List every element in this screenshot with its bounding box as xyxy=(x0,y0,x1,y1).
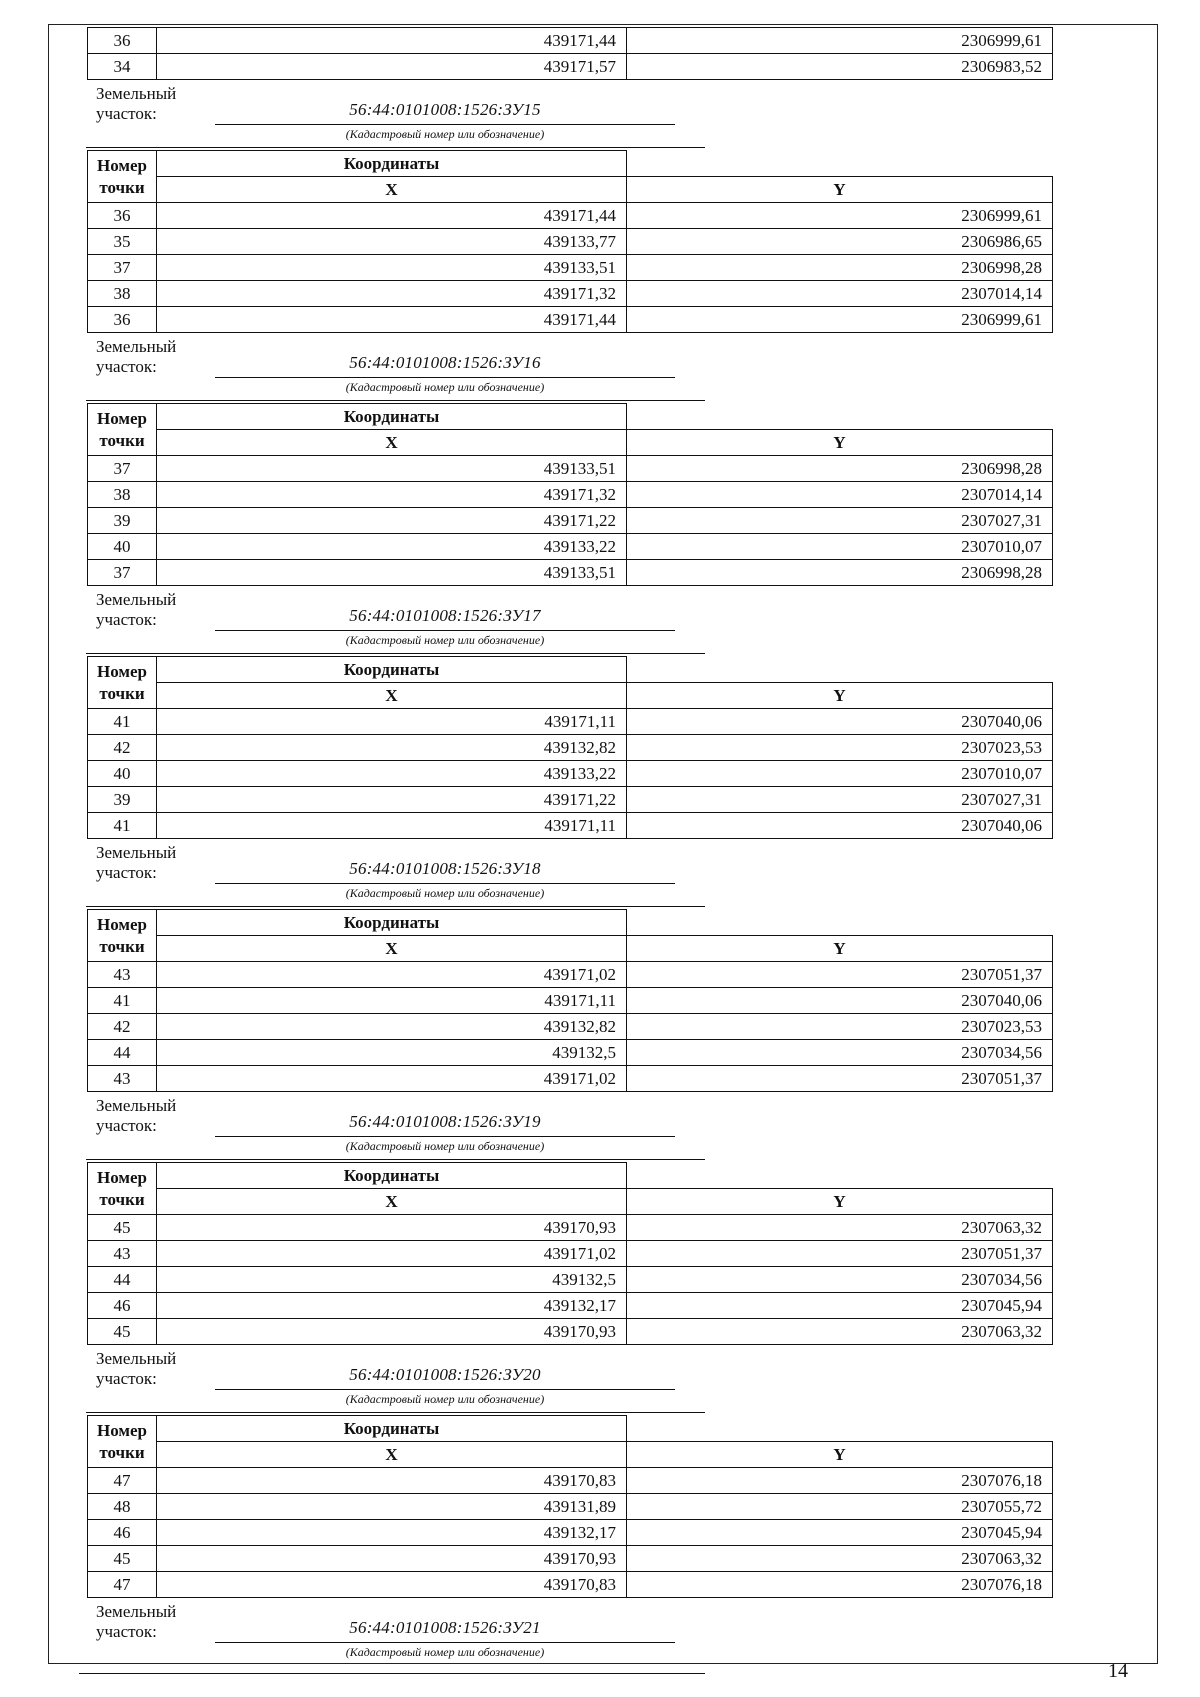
header-x: X xyxy=(157,177,627,203)
header-point-number xyxy=(88,910,157,962)
point-number: 46 xyxy=(88,1293,157,1319)
header-point-number xyxy=(88,1416,157,1468)
x-coordinate: 439171,02 xyxy=(157,1066,627,1092)
cadastral-underline xyxy=(215,1136,675,1137)
x-coordinate: 439131,89 xyxy=(157,1494,627,1520)
header-x: X xyxy=(157,683,627,709)
table-row xyxy=(88,1293,1053,1319)
table-row xyxy=(88,1572,1053,1598)
cadastral-underline xyxy=(215,377,675,378)
y-coordinate: 2307023,53 xyxy=(627,735,1053,761)
point-number: 43 xyxy=(88,962,157,988)
y-coordinate: 2307045,94 xyxy=(627,1520,1053,1546)
table-row xyxy=(88,1066,1053,1092)
y-coordinate: 2306999,61 xyxy=(627,203,1053,229)
table-row xyxy=(88,560,1053,586)
header-point-number-line1: Номер xyxy=(97,155,147,175)
land-plot-caption: Земельный xyxy=(96,843,177,862)
y-coordinate: 2306983,52 xyxy=(627,54,1053,80)
separator-line xyxy=(86,147,705,148)
y-coordinate: 2307051,37 xyxy=(627,1066,1053,1092)
land-plot-caption: участок: xyxy=(96,863,157,882)
land-plot-caption: участок: xyxy=(96,1369,157,1388)
table-header-row xyxy=(88,910,1053,936)
y-coordinate: 2307051,37 xyxy=(627,962,1053,988)
header-point-number-line1: Номер xyxy=(97,1420,147,1440)
land-plot-label xyxy=(87,1345,1052,1415)
point-number: 44 xyxy=(88,1040,157,1066)
separator-line xyxy=(86,1412,705,1413)
header-y: Y xyxy=(627,177,1053,203)
table-row xyxy=(88,735,1053,761)
point-number: 36 xyxy=(88,203,157,229)
y-coordinate: 2307051,37 xyxy=(627,1241,1053,1267)
cadastral-number: 56:44:0101008:1526:ЗУ15 xyxy=(349,100,541,119)
header-y: Y xyxy=(627,683,1053,709)
table-row xyxy=(88,255,1053,281)
x-coordinate: 439132,5 xyxy=(157,1267,627,1293)
table-row xyxy=(88,1494,1053,1520)
cadastral-number: 56:44:0101008:1526:ЗУ16 xyxy=(349,353,541,372)
land-plot-caption: участок: xyxy=(96,1622,157,1641)
header-x: X xyxy=(157,1189,627,1215)
table-header-row xyxy=(88,936,1053,962)
y-coordinate: 2306999,61 xyxy=(627,28,1053,54)
x-coordinate: 439133,51 xyxy=(157,560,627,586)
x-coordinate: 439133,77 xyxy=(157,229,627,255)
land-plot-caption: Земельный xyxy=(96,337,177,356)
y-coordinate: 2306999,61 xyxy=(627,307,1053,333)
y-coordinate: 2306998,28 xyxy=(627,456,1053,482)
point-number: 47 xyxy=(88,1572,157,1598)
separator-line xyxy=(86,1159,705,1160)
coordinates-table xyxy=(87,909,1053,1092)
point-number: 42 xyxy=(88,735,157,761)
land-plot-label xyxy=(87,333,1052,403)
land-plot-label xyxy=(87,586,1052,656)
land-plot-caption: Земельный xyxy=(96,1602,177,1621)
table-header-row xyxy=(88,430,1053,456)
y-coordinate: 2306998,28 xyxy=(627,560,1053,586)
point-number: 36 xyxy=(88,307,157,333)
header-point-number-line2: точки xyxy=(99,177,145,197)
cadastral-underline xyxy=(215,1389,675,1390)
point-number: 38 xyxy=(88,281,157,307)
header-y: Y xyxy=(627,430,1053,456)
table-row xyxy=(88,281,1053,307)
land-plot-label xyxy=(87,839,1052,909)
cadastral-number: 56:44:0101008:1526:ЗУ21 xyxy=(349,1618,541,1637)
cadastral-underline xyxy=(215,1642,675,1643)
header-blank xyxy=(627,657,1053,683)
point-number: 40 xyxy=(88,761,157,787)
table-header-row xyxy=(88,1189,1053,1215)
header-point-number-line1: Номер xyxy=(97,1167,147,1187)
table-row xyxy=(88,787,1053,813)
table-header-row xyxy=(88,404,1053,430)
table-row xyxy=(88,1040,1053,1066)
point-number: 41 xyxy=(88,988,157,1014)
table-row xyxy=(88,813,1053,839)
x-coordinate: 439133,22 xyxy=(157,761,627,787)
y-coordinate: 2307023,53 xyxy=(627,1014,1053,1040)
point-number: 48 xyxy=(88,1494,157,1520)
header-x: X xyxy=(157,936,627,962)
header-point-number xyxy=(88,1163,157,1215)
header-y: Y xyxy=(627,936,1053,962)
header-x: X xyxy=(157,430,627,456)
coordinates-table-continued xyxy=(87,27,1053,80)
table-row xyxy=(88,1319,1053,1345)
x-coordinate: 439170,83 xyxy=(157,1468,627,1494)
y-coordinate: 2307034,56 xyxy=(627,1040,1053,1066)
header-blank xyxy=(627,1163,1053,1189)
table-header-row xyxy=(88,177,1053,203)
point-number: 45 xyxy=(88,1546,157,1572)
x-coordinate: 439171,22 xyxy=(157,787,627,813)
table-row xyxy=(88,988,1053,1014)
y-coordinate: 2306998,28 xyxy=(627,255,1053,281)
x-coordinate: 439132,17 xyxy=(157,1520,627,1546)
x-coordinate: 439132,5 xyxy=(157,1040,627,1066)
land-plot-caption: Земельный xyxy=(96,1349,177,1368)
cadastral-underline xyxy=(215,630,675,631)
y-coordinate: 2307010,07 xyxy=(627,534,1053,560)
y-coordinate: 2307040,06 xyxy=(627,709,1053,735)
header-point-number-line2: точки xyxy=(99,683,145,703)
land-plot-label xyxy=(87,1092,1052,1162)
x-coordinate: 439133,51 xyxy=(157,255,627,281)
document-content xyxy=(87,27,1052,1675)
table-row xyxy=(88,482,1053,508)
header-blank xyxy=(627,910,1053,936)
x-coordinate: 439133,51 xyxy=(157,456,627,482)
y-coordinate: 2307063,32 xyxy=(627,1319,1053,1345)
y-coordinate: 2307076,18 xyxy=(627,1572,1053,1598)
header-point-number-line1: Номер xyxy=(97,408,147,428)
x-coordinate: 439132,82 xyxy=(157,735,627,761)
header-y: Y xyxy=(627,1442,1053,1468)
cadastral-underline xyxy=(215,883,675,884)
y-coordinate: 2307010,07 xyxy=(627,761,1053,787)
y-coordinate: 2307027,31 xyxy=(627,508,1053,534)
land-plot-caption: Земельный xyxy=(96,590,177,609)
separator-line xyxy=(79,1673,705,1674)
header-point-number-line2: точки xyxy=(99,430,145,450)
x-coordinate: 439133,22 xyxy=(157,534,627,560)
point-number: 37 xyxy=(88,560,157,586)
point-number: 43 xyxy=(88,1066,157,1092)
header-point-number-line2: точки xyxy=(99,1442,145,1462)
header-point-number-line2: точки xyxy=(99,1189,145,1209)
x-coordinate: 439171,11 xyxy=(157,709,627,735)
point-number: 39 xyxy=(88,787,157,813)
cadastral-hint: (Кадастровый номер или обозначение) xyxy=(345,1645,545,1659)
land-plot-caption: участок: xyxy=(96,1116,157,1135)
cadastral-number: 56:44:0101008:1526:ЗУ19 xyxy=(349,1112,541,1131)
y-coordinate: 2307014,14 xyxy=(627,482,1053,508)
cadastral-hint: (Кадастровый номер или обозначение) xyxy=(345,633,545,647)
header-x: X xyxy=(157,1442,627,1468)
point-number: 34 xyxy=(88,54,157,80)
header-coordinates: Координаты xyxy=(157,1416,627,1442)
table-row xyxy=(88,54,1053,80)
point-number: 45 xyxy=(88,1215,157,1241)
header-coordinates: Координаты xyxy=(157,657,627,683)
point-number: 39 xyxy=(88,508,157,534)
land-plot-caption: участок: xyxy=(96,104,157,123)
table-row xyxy=(88,508,1053,534)
cadastral-hint: (Кадастровый номер или обозначение) xyxy=(345,1139,545,1153)
y-coordinate: 2307027,31 xyxy=(627,787,1053,813)
land-plot-label xyxy=(87,1598,1052,1675)
table-header-row xyxy=(88,1163,1053,1189)
cadastral-hint: (Кадастровый номер или обозначение) xyxy=(345,886,545,900)
table-row xyxy=(88,28,1053,54)
point-number: 41 xyxy=(88,813,157,839)
y-coordinate: 2307063,32 xyxy=(627,1546,1053,1572)
table-header-row xyxy=(88,1442,1053,1468)
separator-line xyxy=(86,906,705,907)
header-point-number-line2: точки xyxy=(99,936,145,956)
table-row xyxy=(88,761,1053,787)
separator-line xyxy=(86,653,705,654)
page-number: 14 xyxy=(1108,1660,1128,1682)
header-point-number xyxy=(88,657,157,709)
header-coordinates: Координаты xyxy=(157,404,627,430)
table-row xyxy=(88,307,1053,333)
cadastral-number: 56:44:0101008:1526:ЗУ18 xyxy=(349,859,541,878)
table-row xyxy=(88,1520,1053,1546)
table-row xyxy=(88,709,1053,735)
x-coordinate: 439171,32 xyxy=(157,281,627,307)
x-coordinate: 439171,02 xyxy=(157,1241,627,1267)
table-row xyxy=(88,1468,1053,1494)
y-coordinate: 2306986,65 xyxy=(627,229,1053,255)
x-coordinate: 439132,17 xyxy=(157,1293,627,1319)
y-coordinate: 2307034,56 xyxy=(627,1267,1053,1293)
y-coordinate: 2307014,14 xyxy=(627,281,1053,307)
cadastral-underline xyxy=(215,124,675,125)
header-coordinates: Координаты xyxy=(157,1163,627,1189)
x-coordinate: 439171,57 xyxy=(157,54,627,80)
table-header-row xyxy=(88,151,1053,177)
x-coordinate: 439171,11 xyxy=(157,988,627,1014)
header-coordinates: Координаты xyxy=(157,910,627,936)
point-number: 44 xyxy=(88,1267,157,1293)
table-row xyxy=(88,534,1053,560)
table-row xyxy=(88,1215,1053,1241)
point-number: 37 xyxy=(88,456,157,482)
land-plot-label xyxy=(87,80,1052,150)
y-coordinate: 2307045,94 xyxy=(627,1293,1053,1319)
y-coordinate: 2307055,72 xyxy=(627,1494,1053,1520)
table-row xyxy=(88,203,1053,229)
point-number: 38 xyxy=(88,482,157,508)
coordinates-table xyxy=(87,1162,1053,1345)
header-point-number xyxy=(88,151,157,203)
point-number: 35 xyxy=(88,229,157,255)
y-coordinate: 2307040,06 xyxy=(627,813,1053,839)
table-row xyxy=(88,962,1053,988)
point-number: 47 xyxy=(88,1468,157,1494)
table-header-row xyxy=(88,657,1053,683)
cadastral-number: 56:44:0101008:1526:ЗУ20 xyxy=(349,1365,541,1384)
header-y: Y xyxy=(627,1189,1053,1215)
header-point-number-line1: Номер xyxy=(97,661,147,681)
table-row xyxy=(88,1267,1053,1293)
x-coordinate: 439171,44 xyxy=(157,203,627,229)
point-number: 45 xyxy=(88,1319,157,1345)
x-coordinate: 439171,44 xyxy=(157,307,627,333)
x-coordinate: 439171,22 xyxy=(157,508,627,534)
point-number: 43 xyxy=(88,1241,157,1267)
land-plot-caption: Земельный xyxy=(96,1096,177,1115)
cadastral-hint: (Кадастровый номер или обозначение) xyxy=(345,1392,545,1406)
x-coordinate: 439170,93 xyxy=(157,1215,627,1241)
point-number: 46 xyxy=(88,1520,157,1546)
x-coordinate: 439132,82 xyxy=(157,1014,627,1040)
table-row xyxy=(88,1241,1053,1267)
point-number: 42 xyxy=(88,1014,157,1040)
point-number: 41 xyxy=(88,709,157,735)
point-number: 40 xyxy=(88,534,157,560)
header-coordinates: Координаты xyxy=(157,151,627,177)
y-coordinate: 2307076,18 xyxy=(627,1468,1053,1494)
x-coordinate: 439170,83 xyxy=(157,1572,627,1598)
header-point-number xyxy=(88,404,157,456)
y-coordinate: 2307040,06 xyxy=(627,988,1053,1014)
table-row xyxy=(88,1014,1053,1040)
land-plot-caption: участок: xyxy=(96,610,157,629)
x-coordinate: 439171,44 xyxy=(157,28,627,54)
cadastral-hint: (Кадастровый номер или обозначение) xyxy=(345,380,545,394)
x-coordinate: 439170,93 xyxy=(157,1546,627,1572)
x-coordinate: 439171,32 xyxy=(157,482,627,508)
land-plot-caption: участок: xyxy=(96,357,157,376)
point-number: 36 xyxy=(88,28,157,54)
x-coordinate: 439171,11 xyxy=(157,813,627,839)
x-coordinate: 439171,02 xyxy=(157,962,627,988)
table-header-row xyxy=(88,683,1053,709)
coordinates-table xyxy=(87,150,1053,333)
x-coordinate: 439170,93 xyxy=(157,1319,627,1345)
separator-line xyxy=(86,400,705,401)
coordinates-table xyxy=(87,1415,1053,1598)
coordinates-table xyxy=(87,656,1053,839)
header-blank xyxy=(627,151,1053,177)
header-blank xyxy=(627,1416,1053,1442)
header-blank xyxy=(627,404,1053,430)
land-plot-caption: Земельный xyxy=(96,84,177,103)
point-number: 37 xyxy=(88,255,157,281)
coordinates-table xyxy=(87,403,1053,586)
y-coordinate: 2307063,32 xyxy=(627,1215,1053,1241)
table-row xyxy=(88,1546,1053,1572)
cadastral-hint: (Кадастровый номер или обозначение) xyxy=(345,127,545,141)
header-point-number-line1: Номер xyxy=(97,914,147,934)
table-header-row xyxy=(88,1416,1053,1442)
cadastral-number: 56:44:0101008:1526:ЗУ17 xyxy=(349,606,541,625)
table-row xyxy=(88,456,1053,482)
table-row xyxy=(88,229,1053,255)
